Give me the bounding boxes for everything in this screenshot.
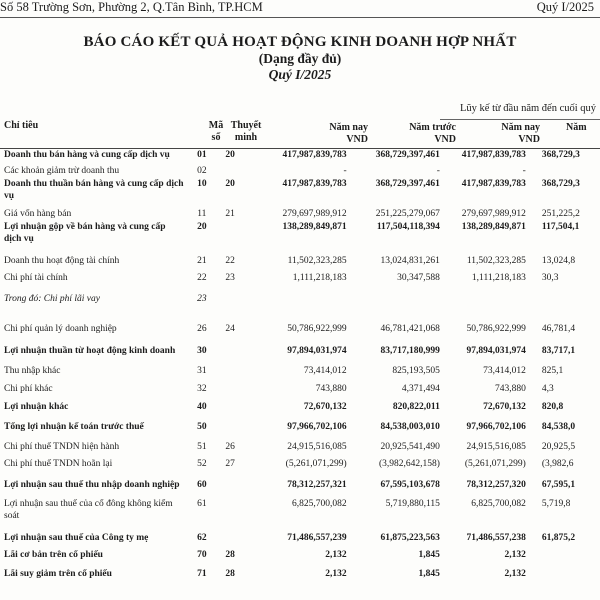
table-row: [4, 442, 600, 459]
row-note: [215, 402, 245, 422]
row-value-prev-year: 251,225,279,067: [375, 209, 440, 219]
row-label: Thu nhập khác: [4, 366, 61, 376]
table-header-divider: [0, 148, 600, 149]
row-note: [215, 480, 245, 499]
row-value-prev-year: 30,347,588: [397, 273, 440, 283]
row-note: [215, 346, 245, 366]
income-statement-body: [4, 150, 600, 587]
row-value-prev-year: 825,193,505: [392, 366, 440, 376]
row-label: Chi phí quản lý doanh nghiệp: [4, 324, 117, 334]
column-header-code: [202, 120, 230, 144]
row-value-ytd-this-year: 2,132: [504, 550, 526, 560]
row-value-prev-year: -: [436, 166, 440, 176]
row-note: [215, 222, 245, 256]
row-value-prev-year: 820,822,011: [392, 402, 440, 412]
row-value-ytd-prev-year: [526, 569, 600, 587]
row-value-this-year: 11,502,323,285: [287, 256, 347, 266]
table-row: [4, 150, 600, 166]
row-value-ytd-prev-year: 251,225,2: [541, 209, 580, 219]
row-value-ytd-prev-year: 825,1: [541, 366, 564, 376]
table-row: [4, 366, 600, 384]
row-label: Chi phí khác: [4, 384, 53, 394]
row-code: 70: [197, 550, 207, 560]
row-value-this-year: 2,132: [325, 550, 347, 560]
row-note: 24: [225, 324, 235, 334]
row-code: 02: [197, 166, 207, 176]
row-label: Doanh thu hoạt động tài chính: [4, 256, 120, 266]
row-note: [215, 499, 245, 533]
report-title: BÁO CÁO KẾT QUẢ HOẠT ĐỘNG KINH DOANH HỢP NHẤT: [83, 34, 517, 50]
row-value-prev-year: 5,719,880,115: [385, 499, 440, 509]
table-row: [4, 550, 600, 569]
row-value-ytd-prev-year: 83,717,1: [541, 346, 576, 356]
row-value-ytd-this-year: 2,132: [504, 569, 526, 579]
row-code: 23: [197, 294, 207, 304]
table-row: [4, 346, 600, 366]
table-row: [4, 569, 600, 587]
row-value-ytd-this-year: 50,786,922,999: [466, 324, 526, 334]
column-header-code-line2: số: [211, 132, 221, 143]
row-value-ytd-prev-year: 117,504,1: [541, 222, 580, 232]
table-row: [4, 480, 600, 499]
row-value-this-year: 50,786,922,999: [287, 324, 347, 334]
table-row: [4, 324, 600, 346]
column-header-code-line1: Mã: [208, 120, 224, 131]
row-value-ytd-this-year: 24,915,516,085: [466, 442, 526, 452]
ytd-header-divider: [440, 119, 600, 120]
row-value-prev-year: 84,538,003,010: [380, 422, 440, 432]
row-label: Tổng lợi nhuận kế toán trước thuế: [4, 422, 144, 432]
column-header-ytd-this-year-line2: VND: [518, 134, 540, 145]
row-value-prev-year: [347, 294, 440, 324]
column-header-ytd-prev-year: [566, 122, 600, 134]
row-value-ytd-this-year: (5,261,071,299): [464, 459, 526, 469]
row-value-ytd-prev-year: 5,719,8: [541, 499, 571, 509]
row-value-prev-year: 1,845: [418, 569, 440, 579]
row-value-ytd-this-year: 11,502,323,285: [466, 256, 526, 266]
row-value-ytd-this-year: 78,312,257,320: [466, 480, 526, 490]
company-address: Số 58 Trường Sơn, Phường 2, Q.Tân Bình, TP.HCM: [0, 0, 263, 14]
row-code: 61: [197, 499, 207, 509]
row-code: 32: [197, 384, 207, 394]
row-label: Trong đó: Chi phí lãi vay: [4, 294, 100, 304]
row-value-this-year: 72,670,132: [303, 402, 347, 412]
row-code: 40: [197, 402, 207, 412]
row-value-ytd-this-year: 97,894,031,974: [466, 346, 526, 356]
row-value-this-year: 417,987,839,783: [282, 179, 347, 189]
row-value-ytd-this-year: 417,987,839,783: [461, 150, 526, 160]
row-value-this-year: 138,289,849,871: [282, 222, 347, 232]
row-code: 20: [197, 222, 207, 232]
row-code: 62: [197, 533, 207, 543]
row-code: 50: [197, 422, 207, 432]
table-row: [4, 222, 600, 256]
table-row: [4, 533, 600, 550]
row-value-this-year: 78,312,257,321: [287, 480, 347, 490]
row-note: 28: [225, 569, 235, 579]
report-quarter: Quý I/2025: [268, 67, 332, 82]
row-value-ytd-prev-year: 30,3: [541, 273, 559, 283]
row-code: 31: [197, 366, 207, 376]
row-code: 11: [197, 209, 207, 219]
row-value-this-year: 1,111,218,183: [292, 273, 347, 283]
row-label: Chi phí tài chính: [4, 273, 68, 283]
column-header-note-line2: minh: [234, 132, 258, 143]
row-value-prev-year: 46,781,421,068: [380, 324, 440, 334]
table-row: [4, 384, 600, 402]
row-value-ytd-this-year: 6,825,700,082: [471, 499, 526, 509]
row-value-ytd-this-year: 71,486,557,238: [466, 533, 526, 543]
row-note: [215, 166, 245, 179]
row-code: 71: [197, 569, 207, 579]
row-label: Lợi nhuận sau thuế của Công ty mẹ: [4, 533, 149, 543]
column-header-ytd-this-year: [470, 122, 540, 146]
table-row: [4, 402, 600, 422]
row-value-ytd-prev-year: 46,781,4: [541, 324, 576, 334]
row-note: 27: [225, 459, 235, 469]
row-value-ytd-prev-year: 4,3: [541, 384, 554, 394]
row-code: 10: [197, 179, 207, 189]
row-value-this-year: 24,915,516,085: [287, 442, 347, 452]
row-value-this-year: 71,486,557,239: [287, 533, 347, 543]
row-value-ytd-prev-year: 61,875,2: [541, 533, 576, 543]
row-note: 21: [225, 209, 235, 219]
row-label: Lợi nhuận khác: [4, 402, 69, 412]
row-value-ytd-this-year: 73,414,012: [483, 366, 526, 376]
column-header-prev-year-line1: Năm trước: [409, 122, 456, 133]
row-code: 01: [197, 150, 207, 160]
row-value-ytd-prev-year: 20,925,5: [541, 442, 576, 452]
row-label: Giá vốn hàng bán: [4, 209, 72, 219]
row-value-ytd-this-year: 1,111,218,183: [471, 273, 526, 283]
header-divider: [0, 17, 600, 18]
row-value-this-year: 97,966,702,106: [287, 422, 347, 432]
table-row: [4, 294, 600, 324]
row-value-this-year: 97,894,031,974: [287, 346, 347, 356]
table-row: [4, 179, 600, 209]
row-label: Lợi nhuận sau thuế thu nhập doanh nghiệp: [4, 480, 180, 490]
table-row: [4, 256, 600, 273]
row-value-this-year: (5,261,071,299): [285, 459, 347, 469]
row-code: 51: [197, 442, 207, 452]
row-label: Lợi nhuận gộp về bán hàng và cung cấp dịch vụ: [4, 222, 166, 244]
report-subtitle: (Dạng đầy đủ): [258, 51, 342, 66]
row-value-ytd-prev-year: 13,024,8: [541, 256, 576, 266]
row-value-ytd-prev-year: [526, 166, 600, 179]
table-row: [4, 422, 600, 442]
row-label: Các khoản giảm trừ doanh thu: [4, 166, 120, 176]
row-value-ytd-prev-year: 820,8: [541, 402, 564, 412]
column-header-ytd-prev-year-line1: Năm: [566, 122, 587, 133]
row-value-this-year: 73,414,012: [303, 366, 347, 376]
table-row: [4, 459, 600, 480]
row-value-prev-year: 368,729,397,461: [375, 150, 440, 160]
row-value-ytd-this-year: 743,880: [494, 384, 526, 394]
row-value-this-year: 743,880: [315, 384, 347, 394]
column-header-this-year-line2: VND: [346, 134, 368, 145]
row-code: 60: [197, 480, 207, 490]
row-value-this-year: 279,697,989,912: [282, 209, 347, 219]
row-note: [215, 422, 245, 442]
row-value-prev-year: 4,371,494: [401, 384, 440, 394]
row-label: Chi phí thuế TNDN hiện hành: [4, 442, 120, 452]
row-code: 52: [197, 459, 207, 469]
row-note: 20: [225, 150, 235, 160]
row-value-ytd-this-year: 97,966,702,106: [466, 422, 526, 432]
row-value-ytd-this-year: 72,670,132: [483, 402, 526, 412]
row-value-ytd-this-year: 138,289,849,871: [461, 222, 526, 232]
row-value-this-year: 2,132: [325, 569, 347, 579]
column-header-prev-year-line2: VND: [434, 134, 456, 145]
row-value-prev-year: 117,504,118,394: [376, 222, 440, 232]
row-note: 23: [225, 273, 235, 283]
column-header-note: [230, 120, 262, 144]
row-value-ytd-prev-year: (3,982,6: [541, 459, 574, 469]
row-label: Lợi nhuận thuần từ hoạt động kinh doanh: [4, 346, 176, 356]
income-statement-table: [4, 150, 600, 587]
document-header-bar: [0, 0, 600, 18]
row-value-prev-year: (3,982,642,158): [378, 459, 440, 469]
row-code: 30: [197, 346, 207, 356]
row-value-prev-year: 368,729,397,461: [375, 179, 440, 189]
row-note: 26: [225, 442, 235, 452]
row-note: 28: [225, 550, 235, 560]
column-header-prev-year: [380, 122, 456, 146]
row-code: 22: [197, 273, 207, 283]
table-row: [4, 166, 600, 179]
row-label: Doanh thu bán hàng và cung cấp dịch vụ: [4, 150, 170, 160]
row-value-ytd-this-year: [440, 294, 526, 324]
ytd-column-group-header: Lũy kế từ đầu năm đến cuối quý: [460, 103, 597, 114]
row-code: 21: [197, 256, 207, 266]
row-value-ytd-prev-year: [526, 550, 600, 569]
row-label: Doanh thu thuần bán hàng và cung cấp dịch vụ: [4, 179, 184, 201]
row-value-this-year: 6,825,700,082: [292, 499, 347, 509]
row-note: [215, 366, 245, 384]
row-value-ytd-prev-year: [526, 294, 600, 324]
header-period: Quý I/2025: [536, 0, 594, 14]
row-note: [215, 533, 245, 550]
row-value-prev-year: 67,595,103,678: [380, 480, 440, 490]
column-header-note-line1: Thuyết: [230, 120, 262, 131]
column-header-this-year-line1: Năm nay: [329, 122, 368, 133]
row-label: Lãi suy giảm trên cổ phiếu: [4, 569, 112, 579]
row-code: 26: [197, 324, 207, 334]
column-header-ytd-this-year-line1: Năm nay: [501, 122, 540, 133]
row-value-ytd-this-year: -: [522, 166, 526, 176]
table-row: [4, 499, 600, 533]
row-note: 20: [225, 179, 235, 189]
row-value-ytd-this-year: 417,987,839,783: [461, 179, 526, 189]
row-label: Chi phí thuế TNDN hoãn lại: [4, 459, 113, 469]
row-value-prev-year: 20,925,541,490: [380, 442, 440, 452]
row-value-prev-year: 83,717,180,999: [380, 346, 440, 356]
table-row: [4, 273, 600, 294]
table-row: [4, 209, 600, 222]
column-header-item: Chỉ tiêu: [4, 120, 39, 131]
row-note: [215, 294, 245, 324]
row-label: Lợi nhuận sau thuế của cổ đông không kiểm soát: [4, 499, 173, 521]
row-value-ytd-prev-year: 368,729,3: [541, 179, 580, 189]
row-value-ytd-prev-year: 368,729,3: [541, 150, 580, 160]
row-value-this-year: 417,987,839,783: [282, 150, 347, 160]
column-header-this-year: [290, 122, 368, 146]
row-value-this-year: -: [343, 166, 347, 176]
row-value-ytd-this-year: 279,697,989,912: [461, 209, 526, 219]
row-value-prev-year: 1,845: [418, 550, 440, 560]
row-value-prev-year: 13,024,831,261: [380, 256, 440, 266]
row-note: 22: [225, 256, 235, 266]
row-value-prev-year: 61,875,223,563: [380, 533, 440, 543]
row-value-ytd-prev-year: 67,595,1: [541, 480, 576, 490]
row-note: [215, 384, 245, 402]
row-value-ytd-prev-year: 84,538,0: [541, 422, 576, 432]
row-label: Lãi cơ bản trên cổ phiếu: [4, 550, 103, 560]
row-value-this-year: [245, 294, 347, 324]
